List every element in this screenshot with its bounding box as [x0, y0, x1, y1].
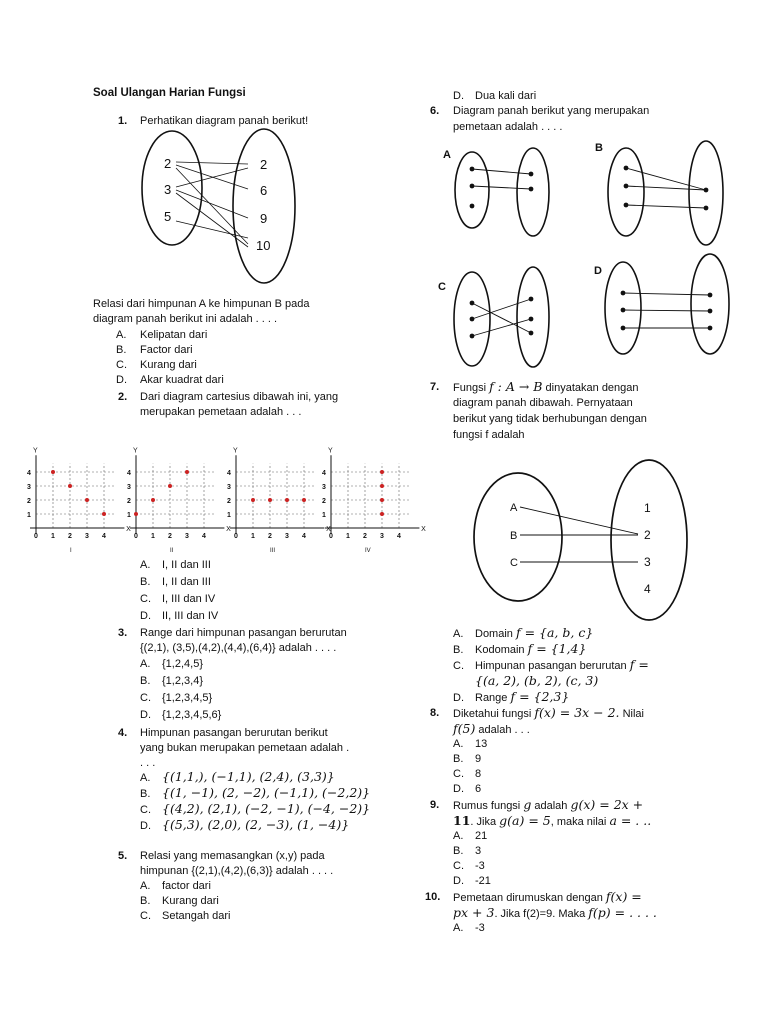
q1-text: Perhatikan diagram panah berikut! [140, 115, 309, 127]
graph-point [302, 498, 306, 502]
x-tick-label: 3 [380, 533, 384, 540]
x-tick-label: 2 [68, 533, 72, 540]
y-tick-label: 3 [127, 484, 131, 491]
q1-left-value: 3 [164, 182, 172, 197]
q9-option-b[interactable]: B. 3 [453, 845, 482, 857]
q7-line4: fungsi f adalah [453, 429, 525, 441]
graph-point [285, 498, 289, 502]
q9-options [453, 829, 491, 888]
q7-option-d[interactable]: D. Range f = {2,3} [453, 689, 570, 704]
q6-number: 6. [430, 105, 440, 117]
q2-number: 2. [118, 391, 128, 403]
q4-line3: . . . [140, 757, 156, 769]
x-tick-label: 2 [168, 533, 172, 540]
x-tick-label: 4 [202, 533, 206, 540]
q3-option-c[interactable]: C. {1,2,3,4,5} [140, 692, 213, 704]
q2-option-c[interactable]: C. I, III dan IV [140, 593, 216, 605]
cartesian-graph-2 [120, 447, 231, 556]
graph-point [168, 484, 172, 488]
q6-line1: Diagram panah berikut yang merupakan [453, 105, 650, 117]
q1-right-value: 6 [260, 183, 268, 198]
q8-number: 8. [430, 707, 440, 719]
x-tick-label: 3 [85, 533, 89, 540]
graph-label: I [70, 548, 72, 554]
graph-label: III [270, 548, 276, 554]
q5-option-d[interactable]: D. Dua kali dari [453, 90, 537, 102]
graph-point [268, 498, 272, 502]
q2-line1: Dari diagram cartesius dibawah ini, yang [140, 391, 339, 403]
x-axis-label: X [326, 526, 331, 533]
q7-number: 7. [430, 381, 440, 393]
graph-point [68, 484, 72, 488]
y-tick-label: 1 [27, 512, 31, 519]
q9-line2: 11. Jika g(a) = 5, maka nilai a = . .. [453, 813, 652, 828]
q9-number: 9. [430, 799, 440, 811]
q7-left-value: A [510, 502, 518, 514]
x-tick-label: 4 [102, 533, 106, 540]
q10-line1: Pemetaan dirumuskan dengan f(x) = [453, 889, 642, 904]
q7-right-value: 1 [644, 501, 651, 515]
q10-option-a[interactable]: A. -3 [453, 922, 485, 934]
q8-option-c[interactable]: C. 8 [453, 768, 482, 780]
q7-right-value: 4 [644, 582, 651, 596]
q8-option-a[interactable]: A. 13 [453, 738, 488, 750]
graph-point [251, 498, 255, 502]
q5-option-a[interactable]: A. factor dari [140, 880, 211, 892]
q1-stem-line1: Relasi dari himpunan A ke himpunan B pada [93, 298, 310, 310]
q4-option-b[interactable]: B. {(1, −1), (2, −2), (−1,1), (−2,2)} [140, 785, 371, 800]
y-tick-label: 1 [227, 512, 231, 519]
graph-point [380, 512, 384, 516]
q5-line2: himpunan {(2,1),(4,2),(6,3)} adalah . . . . [140, 865, 334, 877]
q1-option-c[interactable]: C. Kurang dari [116, 359, 197, 371]
y-tick-label: 4 [27, 470, 31, 477]
graph-label: II [170, 548, 174, 554]
q2-option-a[interactable]: A. I, II dan III [140, 559, 211, 571]
q6-label-d: D [594, 265, 602, 277]
q7-left-value: C [510, 557, 518, 569]
q10-line2: px + 3. Jika f(2)=9. Maka f(p) = . . . . [453, 905, 657, 920]
x-tick-label: 1 [346, 533, 350, 540]
graph-point [380, 470, 384, 474]
y-axis-label: Y [133, 447, 138, 455]
q3-option-d[interactable]: D. {1,2,3,4,5,6} [140, 709, 222, 721]
q10-options [453, 921, 485, 935]
q5-option-c[interactable]: C. Setangah dari [140, 910, 231, 922]
q9-line1: Rumus fungsi g adalah g(x) = 2x + [453, 797, 644, 812]
q3-number: 3. [118, 627, 128, 639]
q5-option-b[interactable]: B. Kurang dari [140, 895, 219, 907]
x-tick-label: 0 [329, 533, 333, 540]
q4-options [140, 770, 370, 834]
q3-options [140, 657, 221, 722]
q7-options [453, 626, 649, 706]
q6-b-codomain [689, 141, 723, 245]
page-title: Soal Ulangan Harian Fungsi [93, 87, 246, 99]
graph-point [151, 498, 155, 502]
q4-line2: yang bukan merupakan pemetaan adalah . [140, 742, 350, 754]
x-tick-label: 4 [397, 533, 401, 540]
graph-point [85, 498, 89, 502]
y-tick-label: 1 [127, 512, 131, 519]
q4-number: 4. [118, 727, 128, 739]
q6-a-codomain [517, 148, 549, 236]
q2-option-d[interactable]: D. II, III dan IV [140, 610, 219, 622]
x-tick-label: 1 [151, 533, 155, 540]
q1-option-d[interactable]: D. Akar kuadrat dari [116, 374, 224, 386]
q7-arrow-diagram [470, 460, 700, 630]
q2-option-b[interactable]: B. I, II dan III [140, 576, 211, 588]
x-tick-label: 0 [234, 533, 238, 540]
q7-option-a[interactable]: A. Domain f = {a, b, c} [453, 625, 594, 640]
q6-label-a: A [443, 149, 451, 161]
q1-option-a[interactable]: A. Kelipatan dari [116, 329, 208, 341]
y-axis-label: Y [33, 447, 38, 455]
x-tick-label: 0 [34, 533, 38, 540]
q3-line2: {(2,1), (3,5),(4,2),(4,4),(6,4)} adalah . . . . [140, 642, 337, 654]
cartesian-graph-1 [20, 447, 131, 556]
y-tick-label: 2 [322, 498, 326, 505]
q4-line1: Himpunan pasangan berurutan berikut [140, 727, 328, 739]
q3-line1: Range dari himpunan pasangan berurutan [140, 627, 347, 639]
y-tick-label: 2 [127, 498, 131, 505]
x-tick-label: 3 [185, 533, 189, 540]
x-tick-label: 2 [363, 533, 367, 540]
q7-option-b[interactable]: B. Kodomain f = {1,4} [453, 641, 587, 656]
q6-b-domain [608, 148, 644, 236]
q6-diagrams [430, 136, 740, 374]
q2-options [140, 558, 218, 623]
y-tick-label: 2 [27, 498, 31, 505]
q1-option-b[interactable]: B. Factor dari [116, 344, 193, 356]
y-tick-label: 1 [322, 512, 326, 519]
y-tick-label: 2 [227, 498, 231, 505]
graph-point [380, 484, 384, 488]
graph-point [134, 512, 138, 516]
q1-right-value: 2 [260, 157, 268, 172]
q8-option-d[interactable]: D. 6 [453, 783, 482, 795]
q2-line2: merupakan pemetaan adalah . . . [140, 406, 302, 418]
q3-option-b[interactable]: B. {1,2,3,4} [140, 675, 203, 687]
y-axis-label: Y [233, 447, 238, 455]
q1-right-value: 9 [260, 211, 268, 226]
y-tick-label: 4 [127, 470, 131, 477]
y-tick-label: 4 [227, 470, 231, 477]
q9-option-a[interactable]: A. 21 [453, 830, 488, 842]
x-tick-label: 1 [51, 533, 55, 540]
q8-options [453, 737, 487, 796]
q7-left-value: B [510, 530, 518, 542]
x-tick-label: 1 [251, 533, 255, 540]
q4-option-c[interactable]: C. {(4,2), (2,1), (−2, −1), (−4, −2)} [140, 801, 371, 816]
x-tick-label: 0 [134, 533, 138, 540]
y-axis-label: Y [328, 447, 333, 455]
q4-option-d[interactable]: D. {(5,3), (2,0), (2, −3), (1, −4)} [140, 817, 350, 832]
y-tick-label: 3 [227, 484, 231, 491]
x-tick-label: 2 [268, 533, 272, 540]
q9-option-c[interactable]: C. -3 [453, 860, 485, 872]
x-axis-label: X [421, 526, 426, 533]
q6-label-b: B [595, 142, 603, 154]
q8-line1: Diketahui fungsi f(x) = 3x − 2. Nilai [453, 705, 644, 720]
y-tick-label: 3 [27, 484, 31, 491]
q1-left-value: 2 [164, 156, 172, 171]
q6-a-domain [455, 152, 489, 228]
y-tick-label: 3 [322, 484, 326, 491]
x-tick-label: 4 [302, 533, 306, 540]
x-axis-label: X [126, 526, 131, 533]
cartesian-graph-3 [220, 447, 331, 556]
q7-right-value: 2 [644, 528, 651, 542]
q1-right-value: 10 [256, 238, 271, 253]
q8-option-b[interactable]: B. 9 [453, 753, 482, 765]
x-tick-label: 3 [285, 533, 289, 540]
q6-line2: pemetaan adalah . . . . [453, 121, 563, 133]
graph-point [51, 470, 55, 474]
q1-stem-line2: diagram panah berikut ini adalah . . . . [93, 313, 278, 325]
q7-line3: berikut yang tidak berhubungan dengan [453, 413, 647, 425]
q7-option-c-cont: {(a, 2), (b, 2), (c, 3) [475, 673, 599, 688]
q1-options [116, 328, 224, 387]
q6-label-c: C [438, 281, 446, 293]
q3-option-a[interactable]: A. {1,2,4,5} [140, 658, 203, 670]
q8-line2: f(5) adalah . . . [453, 721, 530, 736]
y-tick-label: 4 [322, 470, 326, 477]
q2-cartesian-graphs [20, 447, 426, 560]
q7-right-value: 3 [644, 555, 651, 569]
graph-label: IV [365, 548, 371, 554]
q7-line1: Fungsi f : A → B dinyatakan dengan [453, 379, 639, 394]
q9-option-d[interactable]: D. -21 [453, 875, 491, 887]
q1-left-value: 5 [164, 209, 172, 224]
q5-number: 5. [118, 850, 128, 862]
q7-option-c[interactable]: C. Himpunan pasangan berurutan f = [453, 657, 649, 672]
q7-line2: diagram panah dibawah. Pernyataan [453, 397, 633, 409]
q6-c-codomain [517, 267, 549, 367]
q5-line1: Relasi yang memasangkan (x,y) pada [140, 850, 325, 862]
q5-options [140, 879, 231, 923]
x-axis-label: X [226, 526, 231, 533]
graph-point [380, 498, 384, 502]
q4-option-a[interactable]: A. {(1,1,), (−1,1), (2,4), (3,3)} [140, 769, 335, 784]
q10-number: 10. [425, 891, 441, 903]
graph-point [102, 512, 106, 516]
q1-arrow-diagram [130, 128, 310, 288]
graph-point [185, 470, 189, 474]
cartesian-graph-4 [315, 447, 426, 556]
q6-d-codomain [691, 254, 729, 354]
q1-number: 1. [118, 115, 128, 127]
